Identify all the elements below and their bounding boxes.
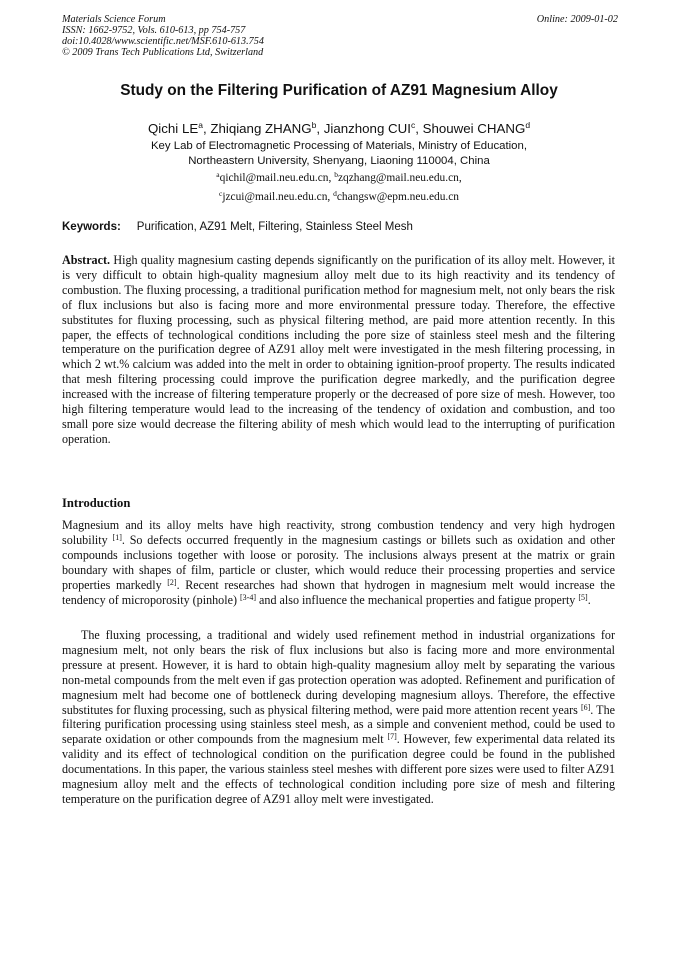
paragraph-text: . bbox=[587, 592, 591, 607]
citation-ref: [5] bbox=[578, 592, 588, 602]
author-affil-mark: a bbox=[198, 120, 203, 130]
citation-ref: [1] bbox=[112, 532, 122, 542]
keywords-text: Purification, AZ91 Melt, Filtering, Stainless Steel Mesh bbox=[136, 221, 413, 233]
citation-ref: [3-4] bbox=[240, 592, 256, 602]
citation-ref: [7] bbox=[387, 732, 397, 742]
paragraph-text: and also influence the mechanical properties and fatigue property bbox=[256, 592, 579, 607]
email-address: jzcui@mail.neu.edu.cn bbox=[222, 191, 328, 203]
paragraph-text: . The filtering purification processing using stainless steel mesh, as a simple and convenient method, could be used to separate oxidation or other compounds from the magnesium melt bbox=[62, 702, 615, 747]
author-name: Shouwei CHANG bbox=[422, 121, 526, 136]
keywords-spacer bbox=[124, 221, 134, 233]
email-block bbox=[62, 167, 616, 205]
affiliation-line-2: Northeastern University, Shenyang, Liaoning 110004, China bbox=[188, 155, 490, 167]
paper-title: Study on the Filtering Purification of AZ91 Magnesium Alloy bbox=[120, 82, 558, 99]
email-line-1: $^a$qichil@mail.neu.edu.cn, $^b$zqzhang@mail.neu.edu.cn, bbox=[216, 170, 462, 184]
email-address: changsw@epm.neu.edu.cn bbox=[336, 191, 459, 203]
introduction-heading: Introduction bbox=[62, 496, 131, 510]
author-list: Qichi $LE^a$, Zhiqiang ZHANG$^b$, Jianzhong CUI$^c$, Shouwei CHANG$^d$ bbox=[147, 120, 531, 136]
email-mark: b bbox=[334, 170, 338, 179]
citation-ref: [6] bbox=[580, 702, 591, 712]
email-address: zqzhang@mail.neu.edu.cn, bbox=[337, 172, 462, 184]
email-address: qichil@mail.neu.edu.cn bbox=[219, 172, 329, 184]
author-name: Qichi LE bbox=[147, 121, 199, 136]
keywords-label: Keywords: bbox=[62, 221, 121, 233]
author-name: Zhiqiang ZHANG bbox=[210, 121, 312, 136]
abstract-text: High quality magnesium casting depends significantly on the purification of its alloy melt. However, it is very difficult to obtain high-quality magnesium alloy melt due to its high reactivity and its tendency of combustion. The fluxing processing, a traditional purification method for magnesium melt, not only bears the risk of flux inclusions but also is facing more and more environmental pressure today. Therefore, the effective substitutes for fluxing processing, such as physical filtering method, are paid more attention recently. In this paper, the effects of technological conditions including the pore size of stainless steel mesh and the filtering temperature on the purification degree of AZ91 alloy melt were investigated in the mesh filtering processing, in which 2 wt.% calcium was added into the melt in order to obtaining ignition-proof property. The results indicated that mesh filtering processing could improve the purification degree markedly, and the purification degree increased with the increase of filtering temperature properly or the decreased of pore size of mesh. However, too high filtering temperature would lead to the increasing of the tendency of oxidation and combustion, and too small pore size would decrease the filtering ability of mesh which would lead to the interrupting of purification operation. bbox=[62, 253, 615, 446]
paragraph-text: . However, few experimental data related its validity and its effect of technological condition on the purification degree could be found in the published documentations. In this paper, the various stainless steel meshes with different pore sizes were used to filter AZ91 magnesium alloy melt and the effects of technological condition including pore size of mesh and filtering temperature on the purification degree of AZ91 alloy melt were investigated. bbox=[62, 732, 615, 806]
email-mark: d bbox=[333, 189, 337, 198]
abstract-paragraph bbox=[62, 253, 615, 447]
issn-line: ISSN: 1662-9752, Vols. 610-613, pp 754-757 bbox=[62, 25, 246, 36]
email-line-2: $^c$jzcui@mail.neu.edu.cn, $^d$changsw@epm.neu.edu.cn bbox=[218, 189, 459, 203]
email-mark: c bbox=[218, 189, 223, 198]
doi-line: doi:10.4028/www.scientific.net/MSF.610-613.754 bbox=[62, 36, 264, 47]
affiliation bbox=[62, 139, 616, 169]
paragraph-text: . So defects occurred frequently in the magnesium castings or billets such as oxidation and other compounds inclusions together with loose or porosity. The inclusions always present at the matrix or grain boundary with shapes of film, particle or cluster, which would reduce their processing properties and service properties markedly bbox=[62, 532, 616, 592]
author-affil-mark: d bbox=[525, 120, 531, 130]
journal-header bbox=[62, 14, 618, 58]
abstract-label: Abstract. bbox=[62, 253, 111, 267]
citation-ref: [2] bbox=[167, 577, 177, 587]
email-mark: a bbox=[216, 170, 220, 179]
author-affil-mark: b bbox=[311, 120, 317, 130]
paragraph-text: The fluxing processing, a traditional and widely used refinement method in industrial organizations for magnesium melt, not only bears the risk of flux inclusions but also is facing more and more environmental pressure at present. However, it is hard to obtain high-quality magnesium alloy melt by separating the various non-metal compounds from the melt even if gas protection operation was adopted. Refinement and purification of magnesium melt had become one of bottleneck during developing magnesium alloys. Therefore, the effective substitutes for fluxing processing, such as physical filtering method, were paid more attention recent years bbox=[62, 628, 615, 717]
paragraph-text: . Recent researches had shown that hydrogen in magnesium melt would increase the tendency of microporosity (pinhole) bbox=[62, 577, 615, 607]
intro-paragraph-1 bbox=[62, 518, 615, 607]
intro-paragraph-2 bbox=[62, 628, 615, 807]
keywords-line bbox=[62, 220, 618, 235]
journal-name: Materials Science Forum bbox=[62, 14, 166, 25]
affiliation-line-1: Key Lab of Electromagnetic Processing of Materials, Ministry of Education, bbox=[150, 140, 528, 152]
online-date: Online: 2009-01-02 bbox=[536, 14, 618, 25]
copyright-line: © 2009 Trans Tech Publications Ltd, Switzerland bbox=[62, 47, 264, 58]
paragraph-text: Magnesium and its alloy melts have high reactivity, strong combustion tendency and very high hydrogen solubility bbox=[62, 518, 615, 547]
author-name: Jianzhong CUI bbox=[323, 121, 411, 136]
author-affil-mark: c bbox=[410, 120, 416, 130]
